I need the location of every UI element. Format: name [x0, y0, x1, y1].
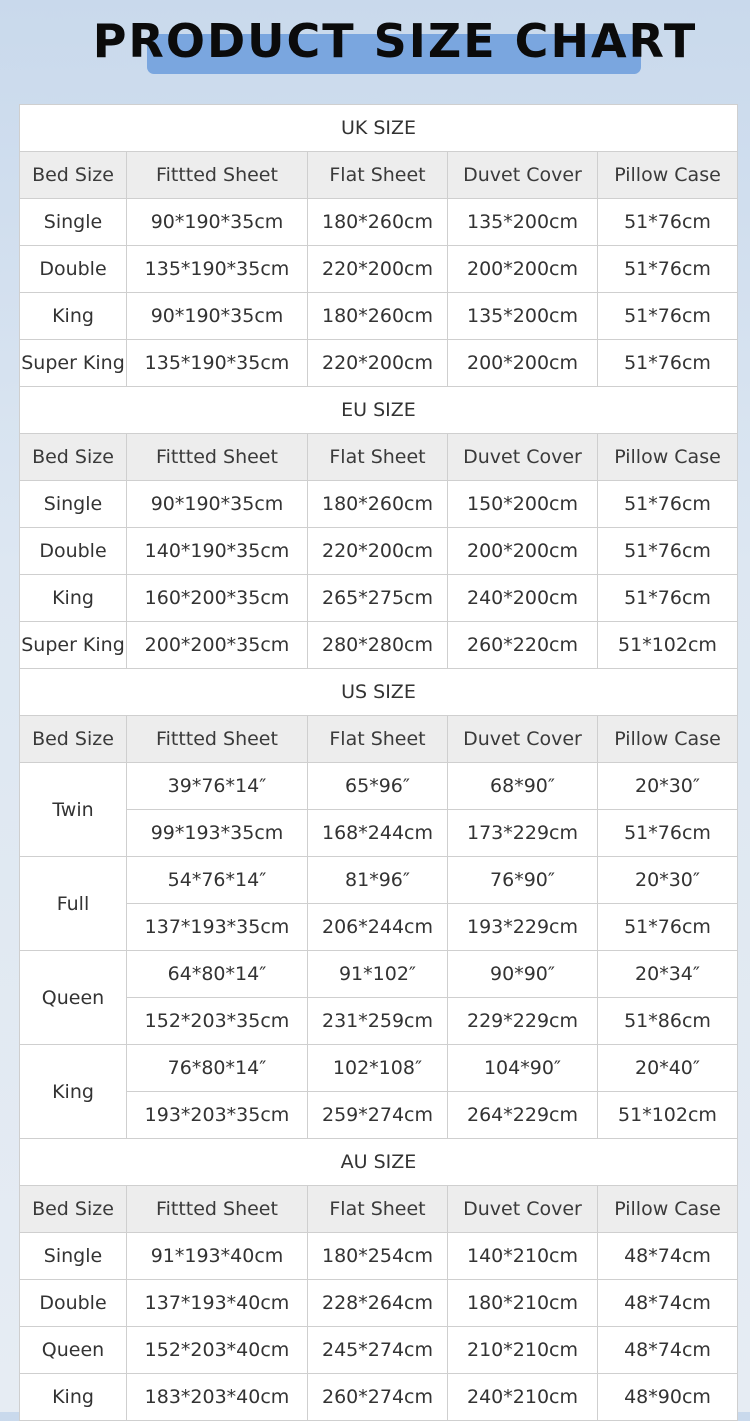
flat-sheet-cell: 260*274cm: [308, 1374, 448, 1421]
flat-sheet-cell: 280*280cm: [308, 622, 448, 669]
region-label-eu: EU SIZE: [20, 387, 738, 434]
duvet-cover-cell: 260*220cm: [448, 622, 598, 669]
region-row-uk: [20, 105, 738, 152]
duvet-cover-cell: 180*210cm: [448, 1280, 598, 1327]
header-fitted-sheet: Fittted Sheet: [127, 1186, 308, 1233]
bed-size-cell: Single: [20, 481, 127, 528]
fitted-sheet-cell: 160*200*35cm: [127, 575, 308, 622]
bed-size-cell: King: [20, 1374, 127, 1421]
table-row: [20, 1045, 738, 1092]
pillow-case-cell: 51*76cm: [598, 199, 738, 246]
fitted-sheet-cell: 152*203*40cm: [127, 1327, 308, 1374]
pillow-case-cell: 51*76cm: [598, 246, 738, 293]
header-fitted-sheet: Fittted Sheet: [127, 152, 308, 199]
table-row: [20, 998, 738, 1045]
header-bed-size: Bed Size: [20, 434, 127, 481]
fitted-sheet-inch-cell: 64*80*14″: [127, 951, 308, 998]
flat-sheet-cm-cell: 259*274cm: [308, 1092, 448, 1139]
pillow-case-cm-cell: 51*102cm: [598, 1092, 738, 1139]
pillow-case-cell: 51*76cm: [598, 575, 738, 622]
duvet-cover-cm-cell: 193*229cm: [448, 904, 598, 951]
flat-sheet-cm-cell: 231*259cm: [308, 998, 448, 1045]
region-label-us: US SIZE: [20, 669, 738, 716]
table-row: [20, 810, 738, 857]
bed-size-cell: Double: [20, 528, 127, 575]
fitted-sheet-cell: 135*190*35cm: [127, 340, 308, 387]
duvet-cover-inch-cell: 76*90″: [448, 857, 598, 904]
duvet-cover-cell: 210*210cm: [448, 1327, 598, 1374]
bed-size-cell: King: [20, 1045, 127, 1139]
pillow-case-cell: 48*90cm: [598, 1374, 738, 1421]
duvet-cover-cm-cell: 264*229cm: [448, 1092, 598, 1139]
pillow-case-inch-cell: 20*34″: [598, 951, 738, 998]
table-row: [20, 622, 738, 669]
pillow-case-cell: 51*76cm: [598, 293, 738, 340]
fitted-sheet-cell: 183*203*40cm: [127, 1374, 308, 1421]
duvet-cover-inch-cell: 68*90″: [448, 763, 598, 810]
table-row: [20, 575, 738, 622]
bed-size-cell: Queen: [20, 1327, 127, 1374]
fitted-sheet-cell: 137*193*40cm: [127, 1280, 308, 1327]
header-pillow-case: Pillow Case: [598, 716, 738, 763]
duvet-cover-cell: 240*200cm: [448, 575, 598, 622]
table-row: [20, 1374, 738, 1421]
fitted-sheet-cell: 91*193*40cm: [127, 1233, 308, 1280]
fitted-sheet-cm-cell: 99*193*35cm: [127, 810, 308, 857]
header-flat-sheet: Flat Sheet: [308, 716, 448, 763]
flat-sheet-cell: 220*200cm: [308, 246, 448, 293]
flat-sheet-inch-cell: 65*96″: [308, 763, 448, 810]
bed-size-cell: Double: [20, 246, 127, 293]
header-fitted-sheet: Fittted Sheet: [127, 434, 308, 481]
pillow-case-cell: 51*76cm: [598, 340, 738, 387]
flat-sheet-cm-cell: 168*244cm: [308, 810, 448, 857]
fitted-sheet-cell: 140*190*35cm: [127, 528, 308, 575]
region-row-eu: [20, 387, 738, 434]
table-row: [20, 340, 738, 387]
pillow-case-cm-cell: 51*76cm: [598, 904, 738, 951]
bed-size-cell: King: [20, 575, 127, 622]
pillow-case-cell: 48*74cm: [598, 1280, 738, 1327]
flat-sheet-cell: 180*260cm: [308, 293, 448, 340]
pillow-case-cm-cell: 51*86cm: [598, 998, 738, 1045]
header-flat-sheet: Flat Sheet: [308, 434, 448, 481]
header-duvet-cover: Duvet Cover: [448, 716, 598, 763]
header-flat-sheet: Flat Sheet: [308, 152, 448, 199]
pillow-case-cell: 51*76cm: [598, 528, 738, 575]
fitted-sheet-cell: 90*190*35cm: [127, 293, 308, 340]
bed-size-cell: Super King: [20, 622, 127, 669]
bed-size-cell: Full: [20, 857, 127, 951]
duvet-cover-cell: 200*200cm: [448, 340, 598, 387]
pillow-case-cell: 51*102cm: [598, 622, 738, 669]
flat-sheet-cell: 265*275cm: [308, 575, 448, 622]
header-bed-size: Bed Size: [20, 1186, 127, 1233]
fitted-sheet-inch-cell: 54*76*14″: [127, 857, 308, 904]
pillow-case-cell: 51*76cm: [598, 481, 738, 528]
header-bed-size: Bed Size: [20, 152, 127, 199]
header-row-au: [20, 1186, 738, 1233]
pillow-case-inch-cell: 20*40″: [598, 1045, 738, 1092]
table-row: [20, 951, 738, 998]
flat-sheet-cell: 180*260cm: [308, 199, 448, 246]
fitted-sheet-cm-cell: 152*203*35cm: [127, 998, 308, 1045]
bed-size-cell: Double: [20, 1280, 127, 1327]
header-duvet-cover: Duvet Cover: [448, 434, 598, 481]
bed-size-cell: Super King: [20, 340, 127, 387]
header-bed-size: Bed Size: [20, 716, 127, 763]
flat-sheet-cell: 245*274cm: [308, 1327, 448, 1374]
pillow-case-cell: 48*74cm: [598, 1327, 738, 1374]
header-duvet-cover: Duvet Cover: [448, 1186, 598, 1233]
fitted-sheet-cm-cell: 193*203*35cm: [127, 1092, 308, 1139]
duvet-cover-cell: 140*210cm: [448, 1233, 598, 1280]
fitted-sheet-cell: 90*190*35cm: [127, 481, 308, 528]
fitted-sheet-cell: 200*200*35cm: [127, 622, 308, 669]
size-chart-table: [19, 104, 738, 1421]
flat-sheet-cm-cell: 206*244cm: [308, 904, 448, 951]
duvet-cover-cell: 150*200cm: [448, 481, 598, 528]
region-label-au: AU SIZE: [20, 1139, 738, 1186]
flat-sheet-inch-cell: 102*108″: [308, 1045, 448, 1092]
duvet-cover-inch-cell: 104*90″: [448, 1045, 598, 1092]
duvet-cover-cm-cell: 173*229cm: [448, 810, 598, 857]
fitted-sheet-cm-cell: 137*193*35cm: [127, 904, 308, 951]
table-row: [20, 1092, 738, 1139]
table-row: [20, 293, 738, 340]
table-row: [20, 904, 738, 951]
table-row: [20, 528, 738, 575]
header-pillow-case: Pillow Case: [598, 1186, 738, 1233]
pillow-case-cm-cell: 51*76cm: [598, 810, 738, 857]
duvet-cover-cell: 135*200cm: [448, 293, 598, 340]
header-duvet-cover: Duvet Cover: [448, 152, 598, 199]
pillow-case-cell: 48*74cm: [598, 1233, 738, 1280]
bed-size-cell: Single: [20, 1233, 127, 1280]
duvet-cover-cm-cell: 229*229cm: [448, 998, 598, 1045]
flat-sheet-cell: 220*200cm: [308, 528, 448, 575]
table-row: [20, 246, 738, 293]
header-row-eu: [20, 434, 738, 481]
bed-size-cell: Twin: [20, 763, 127, 857]
duvet-cover-cell: 240*210cm: [448, 1374, 598, 1421]
header-pillow-case: Pillow Case: [598, 434, 738, 481]
flat-sheet-cell: 180*254cm: [308, 1233, 448, 1280]
fitted-sheet-inch-cell: 39*76*14″: [127, 763, 308, 810]
duvet-cover-cell: 135*200cm: [448, 199, 598, 246]
duvet-cover-inch-cell: 90*90″: [448, 951, 598, 998]
duvet-cover-cell: 200*200cm: [448, 246, 598, 293]
flat-sheet-cell: 180*260cm: [308, 481, 448, 528]
fitted-sheet-inch-cell: 76*80*14″: [127, 1045, 308, 1092]
fitted-sheet-cell: 90*190*35cm: [127, 199, 308, 246]
header-flat-sheet: Flat Sheet: [308, 1186, 448, 1233]
table-row: [20, 857, 738, 904]
header-pillow-case: Pillow Case: [598, 152, 738, 199]
bed-size-cell: Queen: [20, 951, 127, 1045]
region-label-uk: UK SIZE: [20, 105, 738, 152]
table-row: [20, 1233, 738, 1280]
duvet-cover-cell: 200*200cm: [448, 528, 598, 575]
page-header: [0, 0, 750, 100]
region-row-us: [20, 669, 738, 716]
flat-sheet-cell: 220*200cm: [308, 340, 448, 387]
region-row-au: [20, 1139, 738, 1186]
header-row-us: [20, 716, 738, 763]
header-fitted-sheet: Fittted Sheet: [127, 716, 308, 763]
flat-sheet-cell: 228*264cm: [308, 1280, 448, 1327]
fitted-sheet-cell: 135*190*35cm: [127, 246, 308, 293]
pillow-case-inch-cell: 20*30″: [598, 763, 738, 810]
table-row: [20, 199, 738, 246]
bed-size-cell: Single: [20, 199, 127, 246]
table-row: [20, 763, 738, 810]
pillow-case-inch-cell: 20*30″: [598, 857, 738, 904]
table-row: [20, 1327, 738, 1374]
bed-size-cell: King: [20, 293, 127, 340]
flat-sheet-inch-cell: 81*96″: [308, 857, 448, 904]
header-row-uk: [20, 152, 738, 199]
page-title: PRODUCT SIZE CHART: [92, 14, 698, 68]
flat-sheet-inch-cell: 91*102″: [308, 951, 448, 998]
table-row: [20, 481, 738, 528]
table-row: [20, 1280, 738, 1327]
